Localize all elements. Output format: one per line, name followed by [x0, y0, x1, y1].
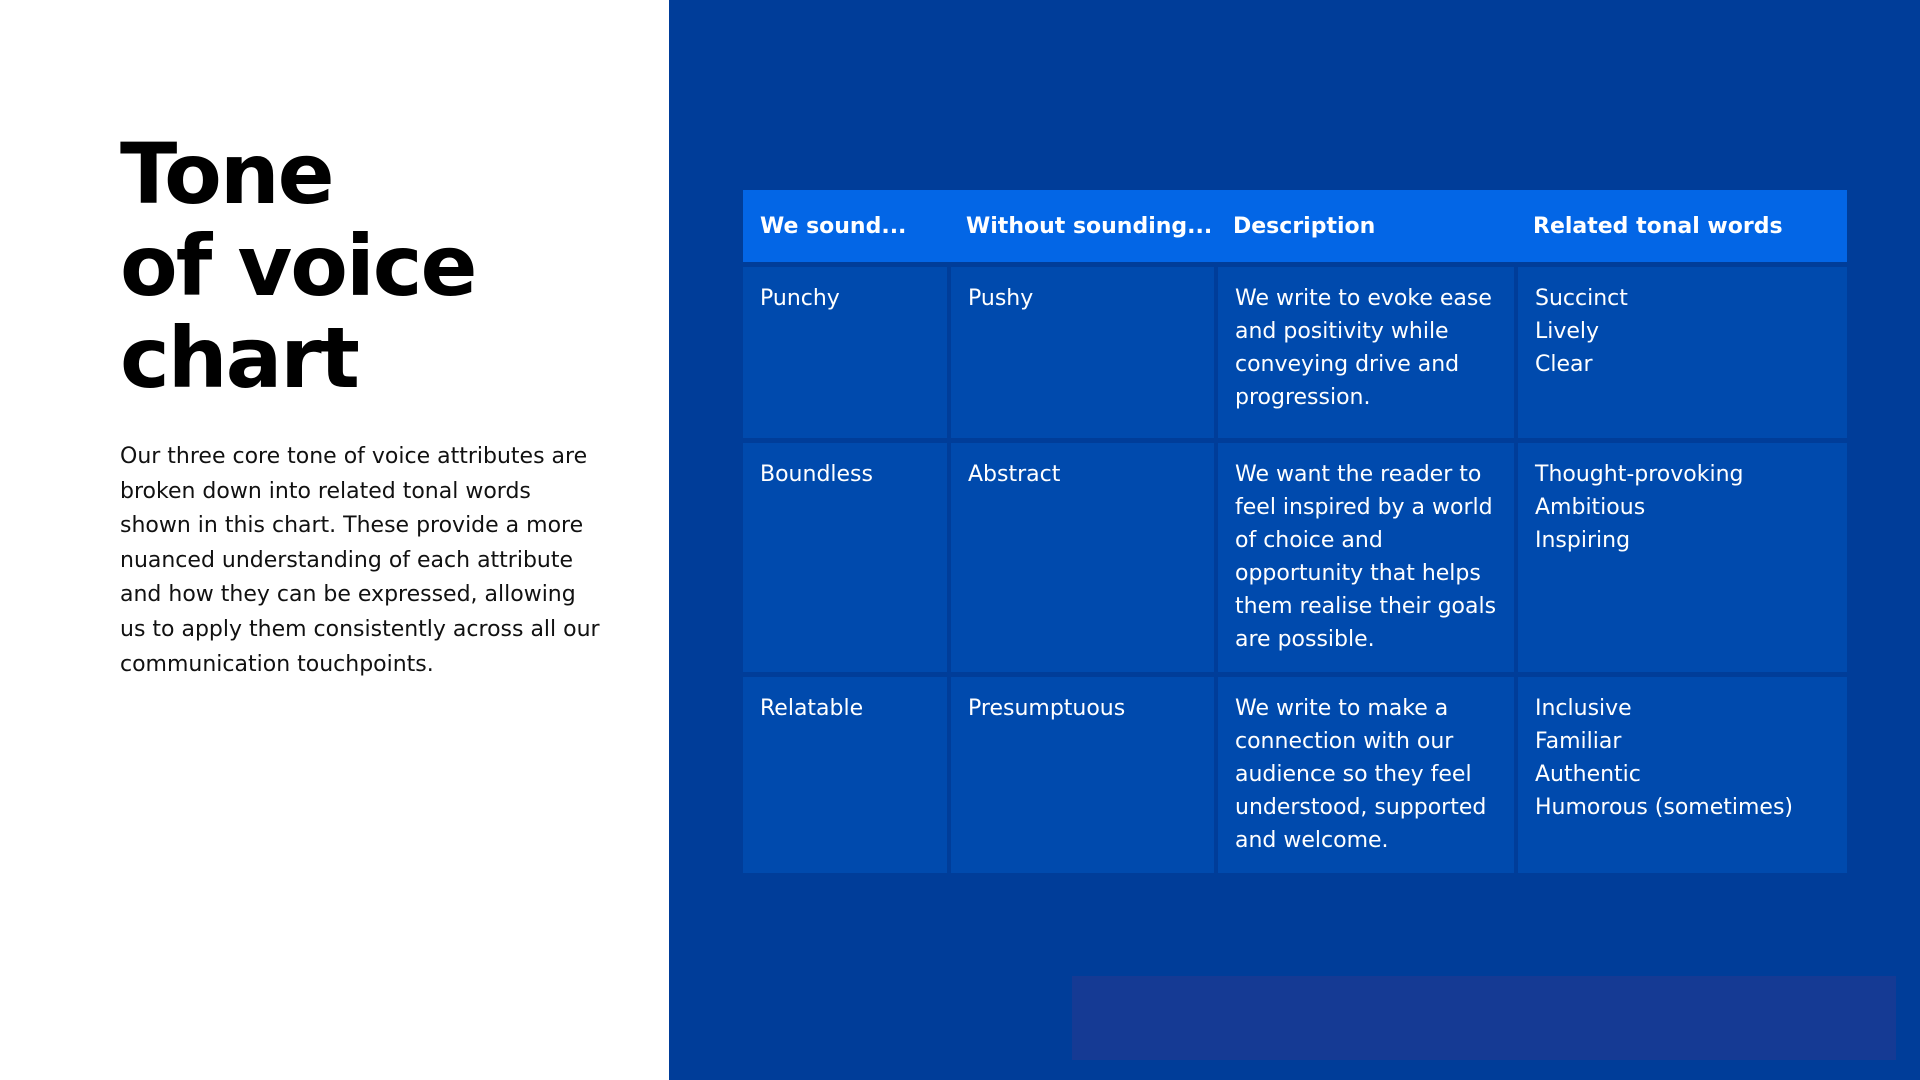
header-description: Description	[1216, 190, 1516, 265]
tonal-word: Thought-provoking	[1535, 462, 1744, 487]
tonal-word: Authentic	[1535, 762, 1641, 787]
footer-bar	[1072, 976, 1896, 1060]
table-row	[743, 441, 1847, 675]
tonal-word: Inspiring	[1535, 528, 1631, 553]
cell-related-words	[1516, 265, 1847, 441]
tonal-word: Succinct	[1535, 286, 1628, 311]
tonal-word: Ambitious	[1535, 495, 1646, 520]
header-related-tonal-words: Related tonal words	[1516, 190, 1847, 265]
title-line-3: chart	[120, 309, 358, 407]
table-row	[743, 675, 1847, 876]
cell-we-sound: Boundless	[743, 441, 949, 675]
cell-without-sounding: Abstract	[949, 441, 1216, 675]
cell-description: We want the reader to feel inspired by a world of choice and opportunity that helps them realise their goals are possible.	[1216, 441, 1516, 675]
cell-without-sounding: Pushy	[949, 265, 1216, 441]
tonal-word: Inclusive	[1535, 696, 1632, 721]
header-without-sounding: Without sounding...	[949, 190, 1216, 265]
cell-related-words	[1516, 675, 1847, 876]
tonal-word: Humorous (sometimes)	[1535, 795, 1794, 820]
title-line-1: Tone	[120, 125, 333, 223]
cell-related-words	[1516, 441, 1847, 675]
left-panel	[0, 0, 669, 1080]
header-we-sound: We sound...	[743, 190, 949, 265]
cell-we-sound: Punchy	[743, 265, 949, 441]
intro-paragraph: Our three core tone of voice attributes are broken down into related tonal words shown in this chart. These provide a more nuanced understanding of each attribute and how they can be expressed, allowing us to apply them consistently across all our communication touchpoints.	[120, 444, 600, 677]
cell-description: We write to make a connection with our audience so they feel understood, supported and welcome.	[1216, 675, 1516, 876]
tonal-word: Familiar	[1535, 729, 1622, 754]
cell-description: We write to evoke ease and positivity while conveying drive and progression.	[1216, 265, 1516, 441]
tonal-word: Clear	[1535, 352, 1593, 377]
page-title	[120, 125, 476, 407]
table-header-row	[743, 190, 1847, 265]
tone-of-voice-table	[743, 190, 1847, 878]
table-row	[743, 265, 1847, 441]
tonal-word: Lively	[1535, 319, 1600, 344]
cell-without-sounding: Presumptuous	[949, 675, 1216, 876]
cell-we-sound: Relatable	[743, 675, 949, 876]
title-line-2: of voice	[120, 217, 476, 315]
